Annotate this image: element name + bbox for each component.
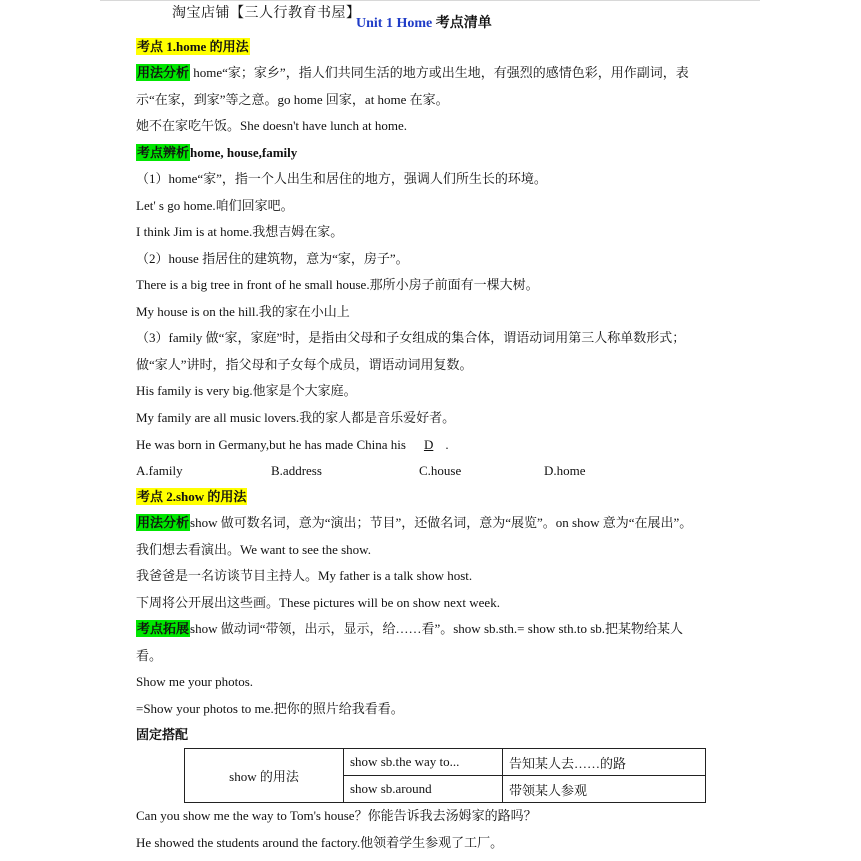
compare-item-1-example-2: I think Jim is at home.我想吉姆在家。 bbox=[136, 224, 344, 239]
point1-example: 她不在家吃午饭。She doesn't have lunch at home. bbox=[136, 118, 407, 133]
compare-item-2: （2）house 指居住的建筑物，意为“家，房子”。 bbox=[136, 251, 409, 266]
question-stem bbox=[136, 436, 726, 454]
extension-example-2: =Show your photos to me.把你的照片给我看看。 bbox=[136, 701, 404, 716]
option-d: D.home bbox=[544, 463, 586, 478]
extension-tag: 考点拓展 bbox=[137, 621, 190, 636]
option-a: A.family bbox=[136, 463, 183, 478]
question-text: He was born in Germany,but he has made China his bbox=[136, 437, 406, 452]
header-rule bbox=[100, 0, 760, 1]
point2-heading bbox=[136, 488, 726, 506]
title-label: 考点清单 bbox=[435, 16, 492, 31]
point1-title: 考点 1.home 的用法 bbox=[137, 39, 249, 54]
point1-compare-line bbox=[136, 144, 726, 162]
point2-example-2: 我爸爸是一名访谈节目主持人。My father is a talk show host. bbox=[136, 568, 473, 583]
extension-text: show 做动词“带领，出示，显示，给……看”。show sb.sth.= show sth.to sb.把某物给某人 bbox=[190, 621, 684, 636]
point1-heading bbox=[136, 38, 726, 56]
usage-text: home“家；家乡”，指人们共同生活的地方或出生地，有强烈的感情色彩，用作副词，表 bbox=[193, 65, 689, 80]
point1-usage-line-1 bbox=[136, 64, 726, 82]
usage-analysis-tag: 用法分析 bbox=[137, 65, 190, 80]
compare-item-3-example-2: My family are all music lovers.我的家人都是音乐爱好者。 bbox=[136, 410, 456, 425]
point2-title: 考点 2.show 的用法 bbox=[137, 489, 247, 504]
option-c: C.house bbox=[419, 463, 462, 478]
compare-item-3-example-1: His family is very big.他家是个大家庭。 bbox=[136, 383, 357, 398]
unit-label: Unit 1 Home bbox=[356, 16, 433, 31]
page-title bbox=[356, 12, 492, 32]
point2-example-1: 我们想去看演出。We want to see the show. bbox=[136, 542, 371, 557]
final-example-2: He showed the students around the factory.他领着学生参观了工厂。 bbox=[136, 835, 504, 850]
point2-usage-line bbox=[136, 514, 726, 532]
compare-item-2-example-2: My house is on the hill.我的家在小山上 bbox=[136, 304, 350, 319]
table-left-cell: show 的用法 bbox=[185, 749, 344, 803]
table-row bbox=[185, 749, 706, 776]
compare-item-1: （1）home“家”，指一个人出生和居住的地方，强调人们所生长的环境。 bbox=[136, 171, 547, 186]
shop-name: 淘宝店铺【三人行教育书屋】 bbox=[172, 6, 361, 21]
usage-analysis-tag-2: 用法分析 bbox=[137, 515, 190, 530]
point2-extension-line-1 bbox=[136, 620, 726, 638]
answer-options bbox=[136, 463, 736, 481]
compare-item-1-example-1: Let' s go home.咱们回家吧。 bbox=[136, 198, 294, 213]
usage-text-2: show 做可数名词，意为“演出；节目”，还做名词，意为“展览”。on show 意为“在展出”。 bbox=[190, 515, 693, 530]
question-end: . bbox=[445, 437, 449, 452]
phrase-heading: 固定搭配 bbox=[136, 727, 189, 742]
compare-item-2-example-1: There is a big tree in front of he small house.那所小房子前面有一棵大树。 bbox=[136, 277, 539, 292]
point2-extension-line-2: 看。 bbox=[136, 648, 163, 663]
table-meaning-cell: 告知某人去……的路 bbox=[503, 749, 706, 776]
compare-tag: 考点辨析 bbox=[137, 145, 190, 160]
extension-example-1: Show me your photos. bbox=[136, 674, 253, 689]
option-b: B.address bbox=[271, 463, 322, 478]
point2-example-3: 下周将公开展出这些画。These pictures will be on show next week. bbox=[136, 595, 500, 610]
point1-usage-line-2: 示“在家，到家”等之意。go home 回家，at home 在家。 bbox=[136, 92, 449, 107]
compare-words: home, house,family bbox=[190, 145, 298, 160]
table-phrase-cell: show sb.the way to... bbox=[344, 749, 503, 776]
answer-blank: D bbox=[423, 437, 434, 452]
compare-item-3-line-2: 做“家人”讲时，指父母和子女每个成员，谓语动词用复数。 bbox=[136, 357, 473, 372]
final-example-1: Can you show me the way to Tom's house？你能告诉我去汤姆家的路吗？ bbox=[136, 808, 537, 823]
compare-item-3-line-1: （3）family 做“家，家庭”时，是指由父母和子女组成的集合体，谓语动词用第三人称单数形式； bbox=[136, 330, 686, 345]
table-phrase-cell: show sb.around bbox=[344, 776, 503, 803]
phrase-table bbox=[184, 748, 706, 803]
table-meaning-cell: 带领某人参观 bbox=[503, 776, 706, 803]
